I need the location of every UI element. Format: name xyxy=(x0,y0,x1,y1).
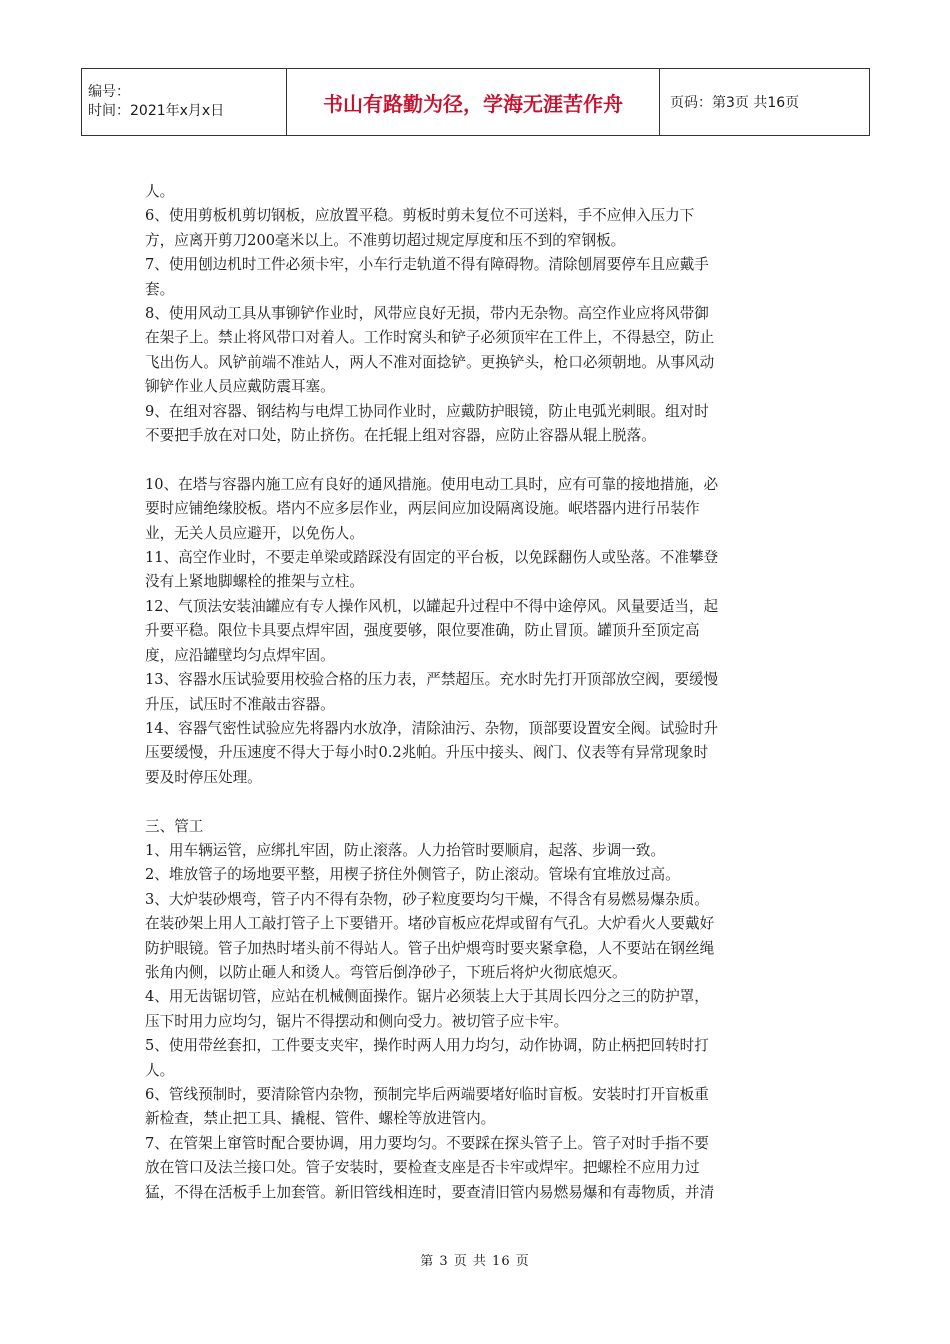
text-line: 业，无关人员应避开，以免伤人。 xyxy=(145,524,364,542)
text-line: 8、使用风动工具从事铆铲作业时，风带应良好无损，带内无杂物。高空作业应将风带御 xyxy=(145,305,709,323)
text-line: 3、大炉装砂煨弯，管子内不得有杂物，砂子粒度要均匀干燥，不得含有易燃易爆杂质。 xyxy=(145,890,709,908)
text-line: 12、气顶法安装油罐应有专人操作风机，以罐起升过程中不得中途停风。风量要适当，起 xyxy=(145,597,719,615)
text-line: 防护眼镜。管子加热时堵头前不得站人。管子出炉煨弯时要夹紧拿稳，人不要站在钢丝绳 xyxy=(145,939,715,957)
text-line: 在装砂架上用人工敲打管子上下要错开。堵砂盲板应花焊或留有气孔。大炉看火人要戴好 xyxy=(145,915,715,933)
doc-date-label: 时间：2021年x月x日 xyxy=(88,103,225,119)
text-line: 要时应铺绝缘胶板。塔内不应多层作业，两层间应加设隔离设施。岷塔器内进行吊装作 xyxy=(145,500,700,518)
text-line: 度，应沿罐壁均匀点焊牢固。 xyxy=(145,646,335,664)
document-body xyxy=(145,180,807,1205)
text-line: 压要缓慢，升压速度不得大于每小时0.2兆帕。升压中接头、阀门、仪表等有异常现象时 xyxy=(145,744,709,762)
text-line: 飞出伤人。风铲前端不准站人，两人不准对面捻铲。更换铲头，枪口必须朝地。从事风动 xyxy=(145,353,715,371)
text-line: 人。 xyxy=(145,1061,175,1079)
text-line: 14、容器气密性试验应先将器内水放净，清除油污、杂物，顶部要设置安全阀。试验时升 xyxy=(145,719,719,737)
text-line: 5、使用带丝套扣，工件要支夹牢，操作时两人用力均匀，动作协调，防止柄把回转时打 xyxy=(145,1037,709,1055)
text-line: 10、在塔与容器内施工应有良好的通风措施。使用电动工具时，应有可靠的接地措施，必 xyxy=(145,475,719,493)
text-line: 4、用无齿锯切管，应站在机械侧面操作。锯片必须装上大于其周长四分之三的防护罩， xyxy=(145,988,709,1006)
header-meta-cell xyxy=(82,69,287,136)
text-line: 方，应离开剪刀200毫米以上。不准剪切超过规定厚度和压不到的窄钢板。 xyxy=(145,231,626,249)
text-line: 6、管线预制时，要清除管内杂物，预制完毕后两端要堵好临时盲板。安装时打开盲板重 xyxy=(145,1086,709,1103)
text-line: 压下时用力应均匀，锯片不得摆动和侧向受力。被切管子应卡牢。 xyxy=(145,1012,569,1030)
text-line: 1、用车辆运管，应绑扎牢固，防止滚落。人力抬管时要顺肩，起落、步调一致。 xyxy=(145,841,666,859)
text-line: 9、在组对容器、钢结构与电焊工协同作业时，应戴防护眼镜，防止电弧光刺眼。组对时 xyxy=(145,402,709,420)
text-line: 套。 xyxy=(145,280,175,298)
text-line: 升压，试压时不准敲击容器。 xyxy=(145,695,335,713)
page-header xyxy=(81,68,870,136)
text-line: 张角内侧，以防止砸人和烫人。弯管后倒净砂子，下班后将炉火彻底熄灭。 xyxy=(145,963,627,981)
text-line: 在架子上。禁止将风带口对着人。工作时窝头和铲子必须顶牢在工件上，不得悬空，防止 xyxy=(145,329,715,347)
text-line: 2、堆放管子的场地要平整，用楔子挤住外侧管子，防止滚动。管垛有宜堆放过高。 xyxy=(145,866,680,884)
text-line: 新检查，禁止把工具、撬棍、管件、螺栓等放进管内。 xyxy=(145,1110,496,1128)
doc-number-label: 编号： xyxy=(88,84,130,100)
text-line: 没有上紧地脚螺栓的推架与立柱。 xyxy=(145,573,364,591)
blank-line xyxy=(145,448,807,472)
text-line: 11、高空作业时，不要走单梁或踏踩没有固定的平台板，以免踩翻伤人或坠落。不准攀登 xyxy=(145,549,719,567)
text-line: 13、容器水压试验要用校验合格的压力表，严禁超压。充水时先打开顶部放空阀，要缓慢 xyxy=(145,671,719,689)
text-line: 7、在管架上窜管时配合要协调，用力要均匀。不要踩在探头管子上。管子对时手指不要 xyxy=(145,1134,709,1152)
text-line: 三、管工 xyxy=(145,817,204,835)
text-line: 放在管口及法兰接口处。管子安装时，要检查支座是否卡牢或焊牢。把螺栓不应用力过 xyxy=(145,1159,700,1177)
blank-line xyxy=(145,790,807,814)
footer-page-number: 第 3 页 共 16 页 xyxy=(420,1254,530,1269)
text-line: 要及时停压处理。 xyxy=(145,768,262,786)
page-footer xyxy=(0,1250,950,1269)
header-page-label: 页码：第3页 共16页 xyxy=(660,69,870,136)
text-line: 人。 xyxy=(145,183,175,200)
text-line: 升要平稳。限位卡具要点焊牢固，强度要够，限位要准确，防止冒顶。罐顶升至顶定高 xyxy=(145,622,700,640)
text-line: 6、使用剪板机剪切钢板，应放置平稳。剪板时剪未复位不可送料，手不应伸入压力下 xyxy=(145,207,695,225)
text-line: 7、使用刨边机时工件必须卡牢，小车行走轨道不得有障碍物。清除刨屑要停车且应戴手 xyxy=(145,256,709,274)
text-line: 不要把手放在对口处，防止挤伤。在托辊上组对容器，应防止容器从辊上脱落。 xyxy=(145,427,656,445)
header-motto: 书山有路勤为径，学海无涯苦作舟 xyxy=(287,69,660,136)
text-line: 铆铲作业人员应戴防震耳塞。 xyxy=(145,378,335,396)
text-line: 猛，不得在活板手上加套管。新旧管线相连时，要查清旧管内易燃易爆和有毒物质，并清 xyxy=(145,1183,715,1201)
